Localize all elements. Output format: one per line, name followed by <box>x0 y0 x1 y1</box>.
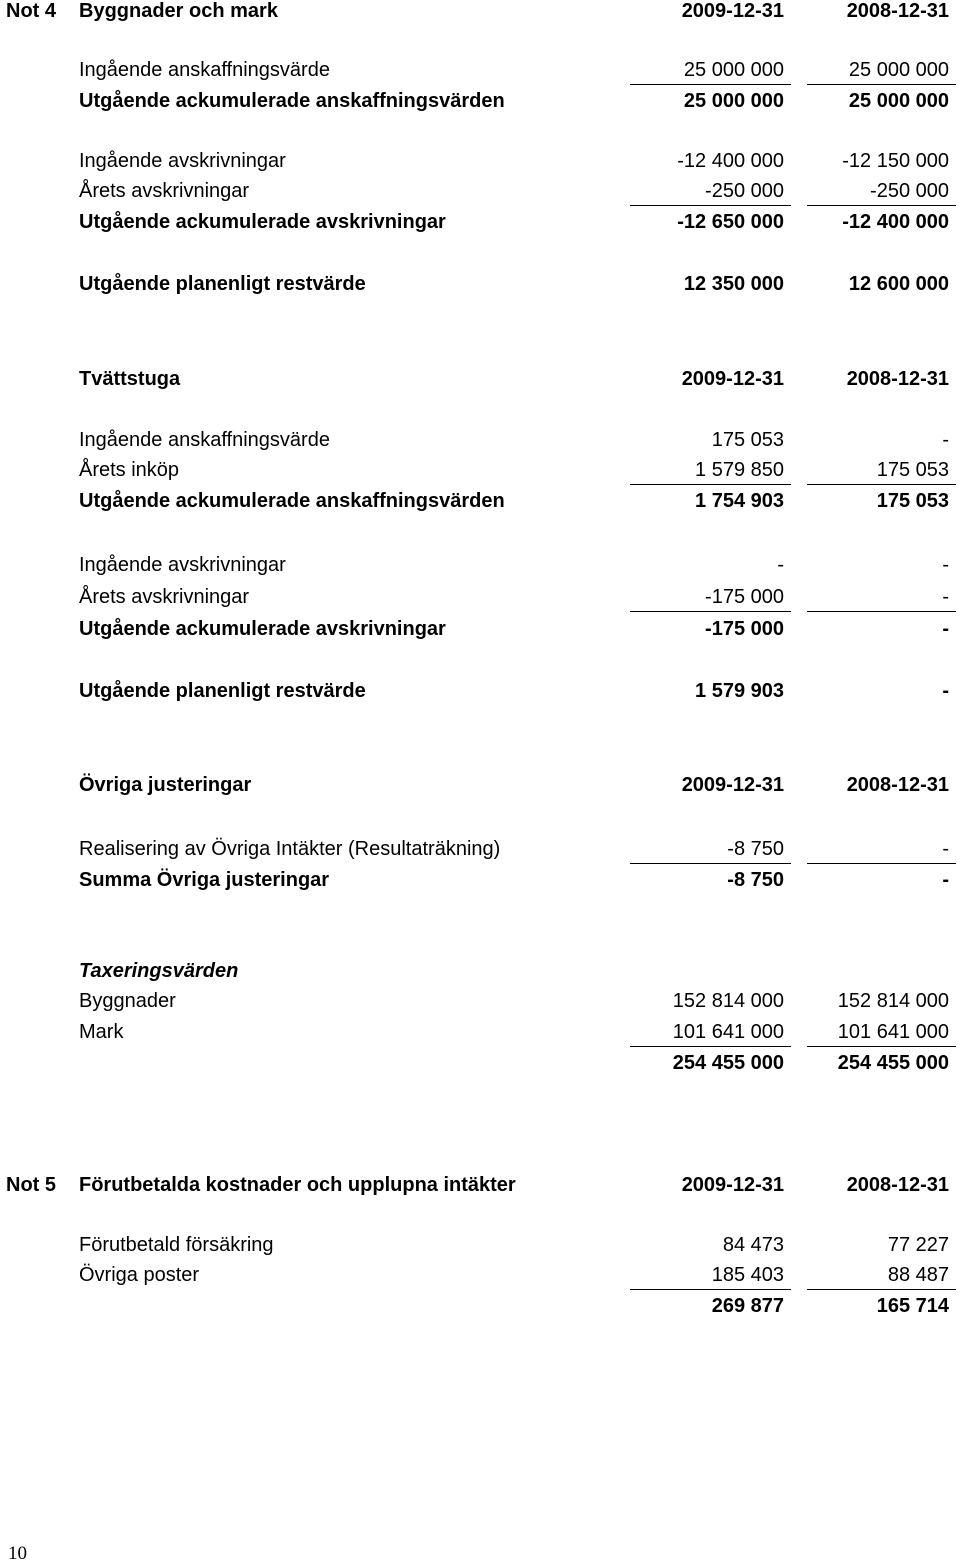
row-label: Årets inköp <box>79 459 180 481</box>
value-2009: -175 000 <box>705 586 784 608</box>
table-row <box>0 1262 960 1288</box>
value-2009: 254 455 000 <box>672 1052 784 1074</box>
table-row <box>0 1019 960 1045</box>
value-2008: 2008-12-31 <box>846 0 949 22</box>
value-2008: 25 000 000 <box>848 90 949 112</box>
sum-underline <box>630 484 791 485</box>
row-label: Byggnader och mark <box>79 0 278 22</box>
table-row <box>0 271 960 297</box>
value-2008: - <box>942 429 949 451</box>
value-2009: 1 579 903 <box>695 680 784 702</box>
row-label: Övriga poster <box>79 1264 200 1286</box>
table-row <box>0 488 960 514</box>
value-2009: 1 754 903 <box>695 490 784 512</box>
value-2009: 175 053 <box>711 429 784 451</box>
value-2009: 2009-12-31 <box>681 0 784 22</box>
sum-underline <box>630 863 791 864</box>
table-row <box>0 366 960 392</box>
table-row <box>0 1232 960 1258</box>
table-row <box>0 457 960 483</box>
sum-underline <box>630 84 791 85</box>
sum-underline <box>807 1046 956 1047</box>
value-2008: 152 814 000 <box>837 990 949 1012</box>
page-number: 10 <box>8 1543 27 1564</box>
value-2009: 25 000 000 <box>683 90 784 112</box>
value-2008: 254 455 000 <box>837 1052 949 1074</box>
row-label: Utgående planenligt restvärde <box>79 273 366 295</box>
table-row <box>0 678 960 704</box>
value-2009: 84 473 <box>722 1234 784 1256</box>
value-2008: - <box>942 554 949 576</box>
table-row <box>0 836 960 862</box>
row-label: Förutbetald försäkring <box>79 1234 274 1256</box>
table-row <box>0 427 960 453</box>
row-label: Utgående ackumulerade avskrivningar <box>79 211 446 233</box>
value-2008: -12 400 000 <box>842 211 949 233</box>
table-row <box>0 772 960 798</box>
value-2009: 101 641 000 <box>672 1021 784 1043</box>
value-2009: 1 579 850 <box>695 459 784 481</box>
table-row <box>0 616 960 642</box>
value-2008: 2008-12-31 <box>846 774 949 796</box>
value-2008: 165 714 <box>876 1295 949 1317</box>
value-2009: -175 000 <box>705 618 784 640</box>
row-label: Utgående planenligt restvärde <box>79 680 366 702</box>
value-2008: 101 641 000 <box>837 1021 949 1043</box>
sum-underline <box>807 205 956 206</box>
sum-underline <box>807 611 956 612</box>
value-2009: 12 350 000 <box>683 273 784 295</box>
table-row <box>0 988 960 1014</box>
row-label: Tvättstuga <box>79 368 181 390</box>
row-label: Taxeringsvärden <box>79 960 239 982</box>
value-2008: 12 600 000 <box>848 273 949 295</box>
table-row <box>0 209 960 235</box>
sum-underline <box>807 484 956 485</box>
row-label: Ingående avskrivningar <box>79 554 286 576</box>
value-2009: -8 750 <box>727 838 784 860</box>
sum-underline <box>630 1289 791 1290</box>
value-2008: - <box>942 586 949 608</box>
value-2008: 88 487 <box>887 1264 949 1286</box>
value-2008: 175 053 <box>876 490 949 512</box>
value-2008: - <box>942 869 949 891</box>
table-row <box>0 584 960 610</box>
table-row <box>0 148 960 174</box>
value-2009: -8 750 <box>727 869 784 891</box>
row-label: Ingående avskrivningar <box>79 150 286 172</box>
sum-underline <box>630 205 791 206</box>
value-2008: -250 000 <box>870 180 949 202</box>
row-label: Årets avskrivningar <box>79 180 250 202</box>
value-2008: 77 227 <box>887 1234 949 1256</box>
note-number: Not 5 <box>6 1174 56 1196</box>
value-2008: -12 150 000 <box>842 150 949 172</box>
value-2008: - <box>942 618 949 640</box>
value-2009: 2009-12-31 <box>681 1174 784 1196</box>
row-label: Realisering av Övriga Intäkter (Resultaträkning) <box>79 838 501 860</box>
value-2009: - <box>777 554 784 576</box>
value-2008: 2008-12-31 <box>846 368 949 390</box>
row-label: Övriga justeringar <box>79 774 252 796</box>
row-label: Mark <box>79 1021 124 1043</box>
table-row <box>0 1050 960 1076</box>
row-label: Utgående ackumulerade anskaffningsvärden <box>79 490 505 512</box>
table-row <box>0 552 960 578</box>
row-label: Förutbetalda kostnader och upplupna intäkter <box>79 1174 516 1196</box>
value-2009: 185 403 <box>711 1264 784 1286</box>
value-2008: 2008-12-31 <box>846 1174 949 1196</box>
table-row <box>0 57 960 83</box>
value-2009: 269 877 <box>711 1295 784 1317</box>
note-number: Not 4 <box>6 0 56 22</box>
row-label: Utgående ackumulerade anskaffningsvärden <box>79 90 505 112</box>
value-2009: 2009-12-31 <box>681 774 784 796</box>
table-row <box>0 88 960 114</box>
row-label: Summa Övriga justeringar <box>79 869 330 891</box>
value-2009: 152 814 000 <box>672 990 784 1012</box>
sum-underline <box>807 863 956 864</box>
sum-underline <box>630 1046 791 1047</box>
row-label: Byggnader <box>79 990 176 1012</box>
table-row <box>0 958 960 984</box>
row-label: Ingående anskaffningsvärde <box>79 59 330 81</box>
table-row <box>0 1293 960 1319</box>
value-2008: 25 000 000 <box>848 59 949 81</box>
table-row <box>0 867 960 893</box>
value-2008: 175 053 <box>876 459 949 481</box>
sum-underline <box>630 611 791 612</box>
table-row <box>0 0 960 24</box>
table-row <box>0 1172 960 1198</box>
value-2009: 2009-12-31 <box>681 368 784 390</box>
sum-underline <box>807 1289 956 1290</box>
value-2009: 25 000 000 <box>683 59 784 81</box>
row-label: Utgående ackumulerade avskrivningar <box>79 618 446 640</box>
row-label: Ingående anskaffningsvärde <box>79 429 330 451</box>
value-2008: - <box>942 680 949 702</box>
value-2009: -12 650 000 <box>677 211 784 233</box>
row-label: Årets avskrivningar <box>79 586 250 608</box>
value-2008: - <box>942 838 949 860</box>
value-2009: -250 000 <box>705 180 784 202</box>
value-2009: -12 400 000 <box>677 150 784 172</box>
sum-underline <box>807 84 956 85</box>
table-row <box>0 178 960 204</box>
